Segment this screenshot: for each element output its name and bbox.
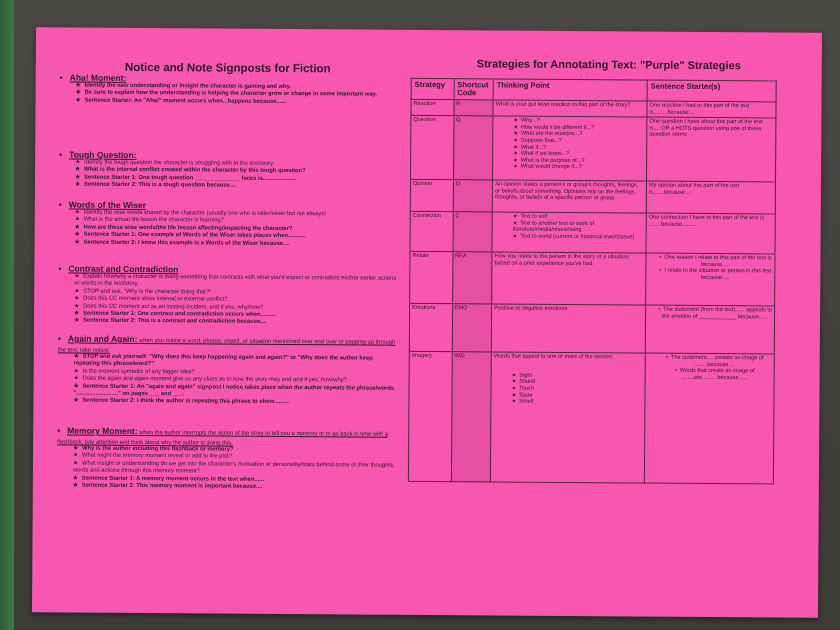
signpost-heading-tail: when the author interrupts the action of the story to tell you a memory or to go back in time with a flashback, pay attention and think about why the author is doing this. — [57, 429, 388, 447]
signpost-heading-tail: when you notice a word, phrase, object, or situation mentioned over and over or popping up through the text, take notice. — [57, 337, 396, 354]
thinking-point-text: What is your gut level reaction to this part of the story? — [495, 101, 631, 109]
bullet-icon: • — [59, 149, 63, 160]
signpost-item — [75, 182, 401, 192]
star-bullet-icon: ★ — [73, 317, 80, 325]
signpost-item-text: What is the internal conflict created within the character by this tough question? — [84, 167, 306, 175]
header-sentence-starters: Sentence Starter(s) — [647, 80, 776, 102]
header-strategy: Strategy — [411, 78, 454, 99]
thinking-point-text: How you relate to the person in the story or a situation based on a prior experience you've had. — [494, 253, 629, 267]
strategy-row-question — [410, 116, 775, 183]
signpost-item-text: How are these wise words/the life lesson affecting/impacting the character? — [83, 224, 293, 232]
thinking-point — [491, 304, 645, 353]
shortcut-code: EMO — [452, 304, 492, 352]
signpost-item-text: Explain how/why a character is doing something that contrasts with what you'd expect or contradicts his/her earlier actions or words in the text/story. — [74, 273, 397, 288]
shortcut-code: O — [453, 180, 493, 212]
thinking-point-item: ★ Smell — [512, 399, 643, 407]
thinking-point-item: ★ What is the purpose of...? — [513, 157, 644, 165]
thinking-point-item: ★ Text to self — [513, 214, 644, 222]
star-bullet-icon: ★ — [72, 482, 79, 489]
star-bullet-icon: ★ — [73, 445, 79, 452]
shortcut-code: IMG — [451, 352, 491, 482]
star-bullet-icon: ★ — [73, 383, 79, 390]
signpost-heading-text: Tough Question: — [69, 149, 137, 160]
sentence-starter — [647, 117, 776, 182]
star-bullet-icon: ★ — [73, 375, 79, 382]
sentence-starter-item: • The statement.... creates an image of ........because.... — [658, 355, 772, 369]
signpost-item-text: What insight or understanding do we get into the character's motivation or personality/traits behind some of their thoughts, words and actions through this memory moment? — [72, 460, 395, 475]
signpost-heading-text: Memory Moment: — [67, 425, 138, 436]
thinking-point-text: Positive or negative emotions — [494, 305, 568, 313]
star-bullet-icon: ★ — [74, 303, 80, 310]
signpost-item-text: What might the memory moment reveal or add to the plot? — [82, 453, 232, 461]
signpost-item-text: Sentence Starter 1: One contrast and contradiction occurs when.......... — [83, 310, 277, 318]
star-bullet-icon: ★ — [74, 295, 80, 302]
signpost-item — [74, 318, 400, 328]
star-bullet-icon: ★ — [75, 97, 81, 104]
signpost-heading — [57, 425, 399, 447]
signpost-again-and-again — [47, 333, 399, 407]
thinking-point — [493, 116, 647, 181]
bullet-icon: • — [57, 425, 61, 436]
strategy-row-opinion — [410, 180, 775, 215]
signpost-item-text: Does the again and again moment give us any clues as to how the story may end and if yes, how/why? — [82, 375, 347, 384]
star-bullet-icon: ★ — [73, 368, 79, 375]
signpost-item-text: Identify the wise words shared by the character (usually one who is older/wiser but not always) — [83, 209, 327, 218]
signpost-heading-text: Aha! Moment: — [69, 72, 127, 83]
star-bullet-icon: ★ — [75, 159, 81, 166]
thinking-point — [491, 352, 646, 483]
strategies-column — [409, 30, 809, 405]
signpost-item-text: Why is the author including this flashback or memory? — [82, 445, 234, 453]
shortcut-code: REA — [452, 252, 492, 304]
desk-edge — [0, 0, 14, 630]
signpost-item-text: Is the moment symbolic of any bigger idea? — [82, 368, 195, 376]
bullet-icon: • — [58, 263, 62, 274]
signpost-item-text: Does this CC moment act as an inciting incident, and if yes, why/how? — [83, 303, 264, 311]
pink-handout-page — [32, 27, 822, 617]
thinking-point-item: ★ What are the reasons...? — [513, 131, 644, 139]
star-bullet-icon: ★ — [73, 452, 79, 459]
signpost-item-text: Sentence Starter 1: An "again and again" signpost I notice takes place when the author repeats the phrase/words ".........................." on pages ___ and ___. — [73, 383, 395, 398]
thinking-point-item: ★ Text to another text or work of literature/media/movie/song — [513, 220, 644, 234]
strategy-name: Imagery — [408, 352, 452, 482]
sentence-starter — [645, 305, 774, 354]
thinking-point — [492, 212, 646, 253]
star-bullet-icon: ★ — [72, 475, 79, 482]
signpost-memory-moment — [47, 425, 399, 492]
star-bullet-icon: ★ — [74, 181, 81, 188]
signpost-item-text: Sentence Starter 2: This is a contrast and contradiction because.... — [82, 318, 267, 326]
signpost-item-text: What is the actual life lesson the character is learning? — [83, 217, 224, 224]
thinking-point-item: ★ What if...? — [513, 144, 644, 152]
signpost-item — [73, 398, 399, 408]
thinking-point-item: ★ Touch — [512, 386, 643, 394]
strategy-row-imagery — [408, 352, 774, 485]
signpost-heading — [58, 333, 400, 355]
star-bullet-icon: ★ — [74, 231, 80, 238]
sentence-starter-item: • One reason I relate to this part of the text is because..... — [658, 255, 772, 269]
sentence-starter — [647, 101, 776, 118]
signpost-aha-moment — [50, 72, 402, 107]
signposts-title: Notice and Note Signposts for Fiction — [124, 61, 331, 76]
thinking-point — [493, 100, 647, 117]
star-bullet-icon: ★ — [73, 397, 79, 405]
strategies-table — [408, 78, 777, 485]
header-shortcut-code: Shortcut Code — [454, 79, 494, 100]
star-bullet-icon: ★ — [74, 224, 80, 231]
sentence-starter-item: • The statement (from the text)...... appeals to the emotion of ____________ because...... — [658, 307, 772, 321]
strategy-name: Emotions — [409, 304, 452, 352]
bullet-icon: • — [58, 199, 62, 210]
signpost-contrast-and-contradiction — [48, 263, 400, 327]
signpost-heading-text: Again and Again: — [67, 333, 138, 344]
star-bullet-icon: ★ — [74, 216, 80, 223]
thinking-point-item: ★ Sight — [512, 372, 643, 380]
strategy-name: Relate — [410, 252, 453, 304]
sentence-starter — [646, 253, 775, 306]
thinking-point-item: ★ What if we knew...? — [513, 151, 644, 159]
signpost-heading-text: Contrast and Contradiction — [68, 263, 179, 275]
strategy-name: Question — [410, 116, 453, 180]
star-bullet-icon: ★ — [74, 239, 80, 246]
sentence-starter-text: One reaction I had to this part of the text is.........because.... — [649, 102, 750, 116]
signpost-words-of-the-wiser — [49, 199, 401, 248]
signpost-item — [75, 239, 401, 249]
sentence-starter-text: One connection I have to this part of the text is ........because......... — [648, 214, 765, 228]
signpost-item-text: Identify the new understanding or insight the character is gaining and why. — [84, 82, 292, 91]
star-bullet-icon: ★ — [75, 89, 81, 96]
star-bullet-icon: ★ — [72, 460, 79, 467]
thinking-point-item: ★ Text to world (current or historical event/issue) — [513, 234, 644, 242]
thinking-point-item: ★ How would it be different if...? — [513, 124, 644, 132]
signpost-item-text: Be sure to explain how the understanding is helping the character grow or change in some important way. — [84, 90, 377, 99]
star-bullet-icon: ★ — [73, 353, 79, 360]
thinking-point-text: Words that appeal to one or more of the senses: — [493, 353, 614, 361]
sentence-starter-text: My opinion about this part of the text is.......because.... — [648, 182, 740, 196]
strategy-name: Opinion — [410, 180, 453, 212]
signpost-item-text: Does this CC moment show internal or external conflict? — [83, 295, 228, 303]
shortcut-code: C — [453, 212, 493, 252]
thinking-point-item: ★ Why...? — [514, 118, 645, 126]
thinking-point-item: ★ Taste — [512, 392, 643, 400]
shortcut-code: Q — [453, 116, 493, 180]
signpost-item-text: Sentence Starter 1: One tough question ______________ faces is..................... — [83, 174, 297, 182]
star-bullet-icon: ★ — [75, 82, 81, 89]
signpost-item — [73, 483, 399, 493]
strategy-name: Reaction — [411, 99, 454, 115]
thinking-point-item: ★ Suppose that...? — [513, 138, 644, 146]
signpost-item-text: Sentence Starter 2: This is a tough question because.... — [83, 181, 237, 189]
signpost-item-text: Sentence Starter 1: One example of Words of the Wiser takes places when........... — [83, 231, 306, 240]
signposts-column — [46, 27, 406, 614]
table-header-row — [411, 78, 776, 102]
signpost-item-text: STOP and ask yourself: "Why does this keep happening again and again?" or "Why does the author keep repeating this phrase/word?" — [73, 353, 373, 368]
sentence-starter-item: • Words that create an image of ........are......... because...... — [658, 368, 772, 382]
thinking-point-item: ★ Sound — [512, 379, 643, 387]
header-thinking-point: Thinking Point — [493, 79, 647, 101]
signpost-item-text: Sentence Starter 2: I know this example is a Words of the Wiser because.... — [83, 239, 290, 247]
sentence-starter-text: One question I have about this part of the text is.... OR a HOTS question using one of these question stems — [649, 118, 763, 139]
sentence-starter — [646, 213, 775, 254]
strategy-row-relate — [410, 252, 775, 307]
bullet-icon: • — [57, 333, 61, 344]
star-bullet-icon: ★ — [74, 273, 80, 280]
shortcut-code: R — [454, 100, 494, 116]
thinking-point — [492, 180, 646, 213]
sentence-starter-item: • I relate to the situation or person in this text because..... — [658, 268, 772, 282]
strategies-title: Strategies for Annotating Text: "Purple" Strategies — [476, 58, 741, 73]
thinking-point-item: ★ What would change if...? — [513, 164, 644, 172]
signpost-tough-question — [49, 149, 401, 191]
signpost-item-text: Sentence Starter: An "Aha!" moment occurs when...happens because...... — [84, 97, 287, 105]
strategy-row-connection — [410, 212, 775, 255]
signpost-item-text: Identify the tough question the character is struggling with in the text/story. — [84, 159, 275, 167]
strategy-name: Connection — [410, 212, 453, 252]
star-bullet-icon: ★ — [74, 310, 80, 317]
star-bullet-icon: ★ — [74, 209, 80, 216]
thinking-point-text: An opinion states a person's or group's thoughts, feelings, or beliefs about something. Opinions rely on the feelings, thoughts, or beliefs of a specific person or group. — [494, 181, 639, 202]
signpost-item-text: STOP and ask, "Why is the character doing that?" — [83, 288, 212, 296]
star-bullet-icon: ★ — [74, 288, 80, 295]
signpost-item-text: Sentence Starter 2: I think the author is repeating this phrase to show.......... — [82, 398, 291, 406]
signpost-item-text: Sentence Starter 2: This memory moment is important because.... — [81, 482, 263, 490]
bullet-icon: • — [59, 72, 63, 83]
signpost-item-text: Sentence Starter 1: A memory moment occurs in the text when...... — [81, 475, 265, 483]
thinking-point — [492, 252, 646, 305]
star-bullet-icon: ★ — [75, 166, 81, 173]
sentence-starter — [644, 353, 774, 484]
star-bullet-icon: ★ — [74, 174, 81, 181]
sentence-starter — [646, 181, 775, 214]
strategy-row-emotions — [409, 304, 774, 355]
signpost-heading-text: Words of the Wiser — [68, 199, 147, 211]
